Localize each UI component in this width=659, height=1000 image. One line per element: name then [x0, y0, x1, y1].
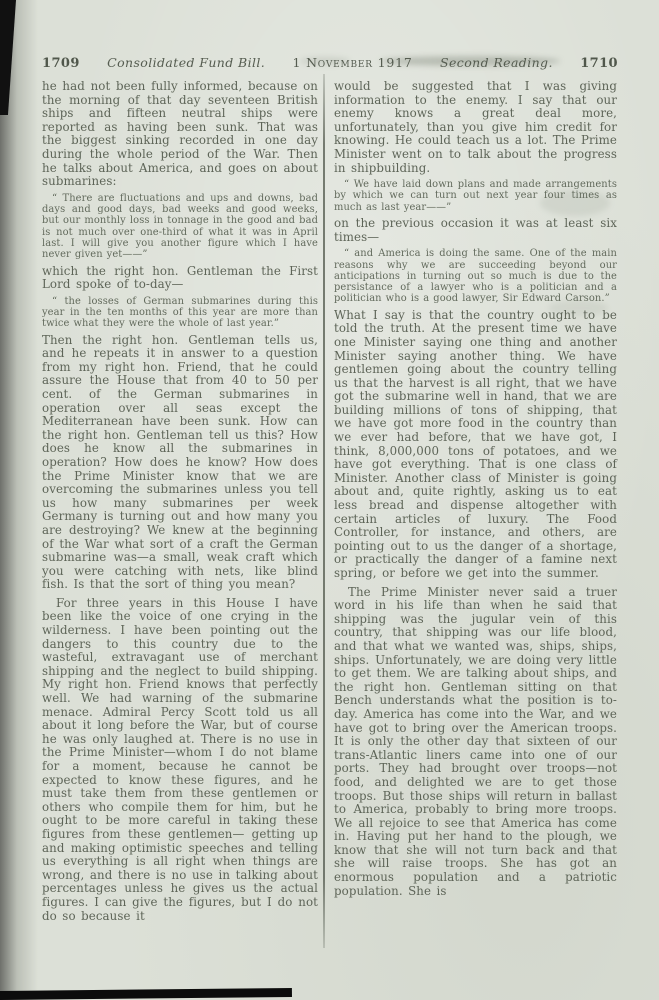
block-quotation: “ We have laid down plans and made arrangements by which we can turn out next year four times as much as last year——” — [334, 179, 617, 213]
paragraph: which the right hon. Gentleman the First Lord spoke of to-day— — [42, 263, 318, 292]
running-title-left: Consolidated Fund Bill. — [107, 55, 266, 70]
paragraph: he had not been fully informed, because on the morning of that day seventeen British ships and fifteen neutral ships were reported as having been sunk. That was the biggest sinking recorded in one day during the whole period of the War. Then he talks about America, and goes on about submarines: — [42, 79, 318, 189]
paragraph: on the previous occasion it was at least six times— — [334, 216, 617, 244]
header-date: 1 November 1917 — [292, 55, 413, 70]
column-number-left: 1709 — [42, 56, 80, 71]
block-quotation: “ There are fluctuations and ups and downs, bad days and good days, bad weeks and good weeks, but our monthly loss in tonnage in the good and bad is not much over one-third of what it was in April last. I will give you another figure which I have never given yet——” — [42, 192, 318, 261]
column-number-right: 1710 — [580, 56, 618, 71]
text-column-right — [334, 80, 617, 898]
text-column-left — [42, 80, 318, 923]
paragraph: For three years in this House I have been like the voice of one crying in the wilderness. I have been pointing out the dangers to this country due to the wasteful, extravagant use of merchant shipping and the neglect to build shipping. My right hon. Friend knows that perfectly well. We had warning of the submarine menace. Admiral Percy Scott told us all about it long before the War, but of course he was only laughed at. There is no use in the Prime Minister—whom I do not blame for a moment, because he cannot be expected to know these figures, and he must take them from these gentlemen or others who compile them for him, but he ought to be more careful in taking these figures from these gentlemen— getting up and making optimistic speeches and telling us everything is all right when things are wrong, and there is no use in talking about percentages unless he gives us the actual figures. I can give the figures, but I do not do so because it — [42, 595, 318, 923]
paragraph: The Prime Minister never said a truer word in his life than when he said that shipping was the jugular vein of this country, that shipping was our life blood, and that what we wanted was, ships, ships, ships. Unfortunately, we are doing very little to get them. We are talking about ships, and the right hon. Gentleman sitting on that Bench understands what the position is to-day. America has come into the War, and we have got to bring over the American troops. It is only the other day that sixteen of our trans-Atlantic liners came into one of our ports. They had brought over troops—not food, and delighted we are to get those troops. But those ships will return in ballast to America, probably to bring more troops. We all rejoice to see that America has come in. Having put her hand to the plough, we know that she will not turn back and that she will raise troops. She has got an enormous population and a patriotic population. She is — [334, 584, 617, 898]
running-title-right: Second Reading. — [440, 55, 553, 70]
running-header — [42, 55, 618, 71]
block-quotation: “ the losses of German submarines during this year in the ten months of this year are more than twice what they were the whole of last year.” — [42, 295, 318, 330]
scan-gutter-shadow — [0, 0, 38, 1000]
paragraph: would be suggested that I was giving information to the enemy. I say that our enemy knows a great deal more, unfortunately, than you give him credit for knowing. He could teach us a lot. The Prime Minister went on to talk about the progress in shipbuilding. — [334, 79, 617, 175]
paragraph: What I say is that the country ought to be told the truth. At the present time we have one Minister saying one thing and another Minister saying another thing. We have gentlemen going about the country telling us that the harvest is all right, that we have got the submarine well in hand, that we are building millions of tons of shipping, that we have got more food in the country than we ever had before, that we have got, I think, 8,000,000 tons of potatoes, and we have got everything. That is one class of Minister. Another class of Minister is going about and, quite rightly, asking us to eat less bread and dispense altogether with certain articles of luxury. The Food Controller, for instance, and others, are pointing out to us the danger of a shortage, or practically the danger of a famine next spring, or before we get into the summer. — [334, 307, 617, 580]
block-quotation: “ and America is doing the same. One of the main reasons why we are succeeding beyond our anticipations in turning out so much is due to the persistance of a lawyer who is a politician and a politician who is a good lawyer, Sir Edward Carson.” — [334, 248, 617, 305]
column-divider-rule — [323, 74, 325, 948]
paragraph: Then the right hon. Gentleman tells us, and he repeats it in answer to a question from my right hon. Friend, that he could assure the House that from 40 to 50 per cent. of the German submarines in operation over all seas except the Mediterranean have been sunk. How can the right hon. Gentleman tell us this? How does he know all the submarines in operation? How does he know? How does the Prime Minister know that we are overcoming the submarines unless you tell us how many submarines per week Germany is turning out and how many you are destroying? We knew at the beginning of the War what sort of a craft the German submarine was—a small, weak craft which you were catching with nets, like blind fish. Is that the sort of thing you mean? — [42, 332, 318, 592]
